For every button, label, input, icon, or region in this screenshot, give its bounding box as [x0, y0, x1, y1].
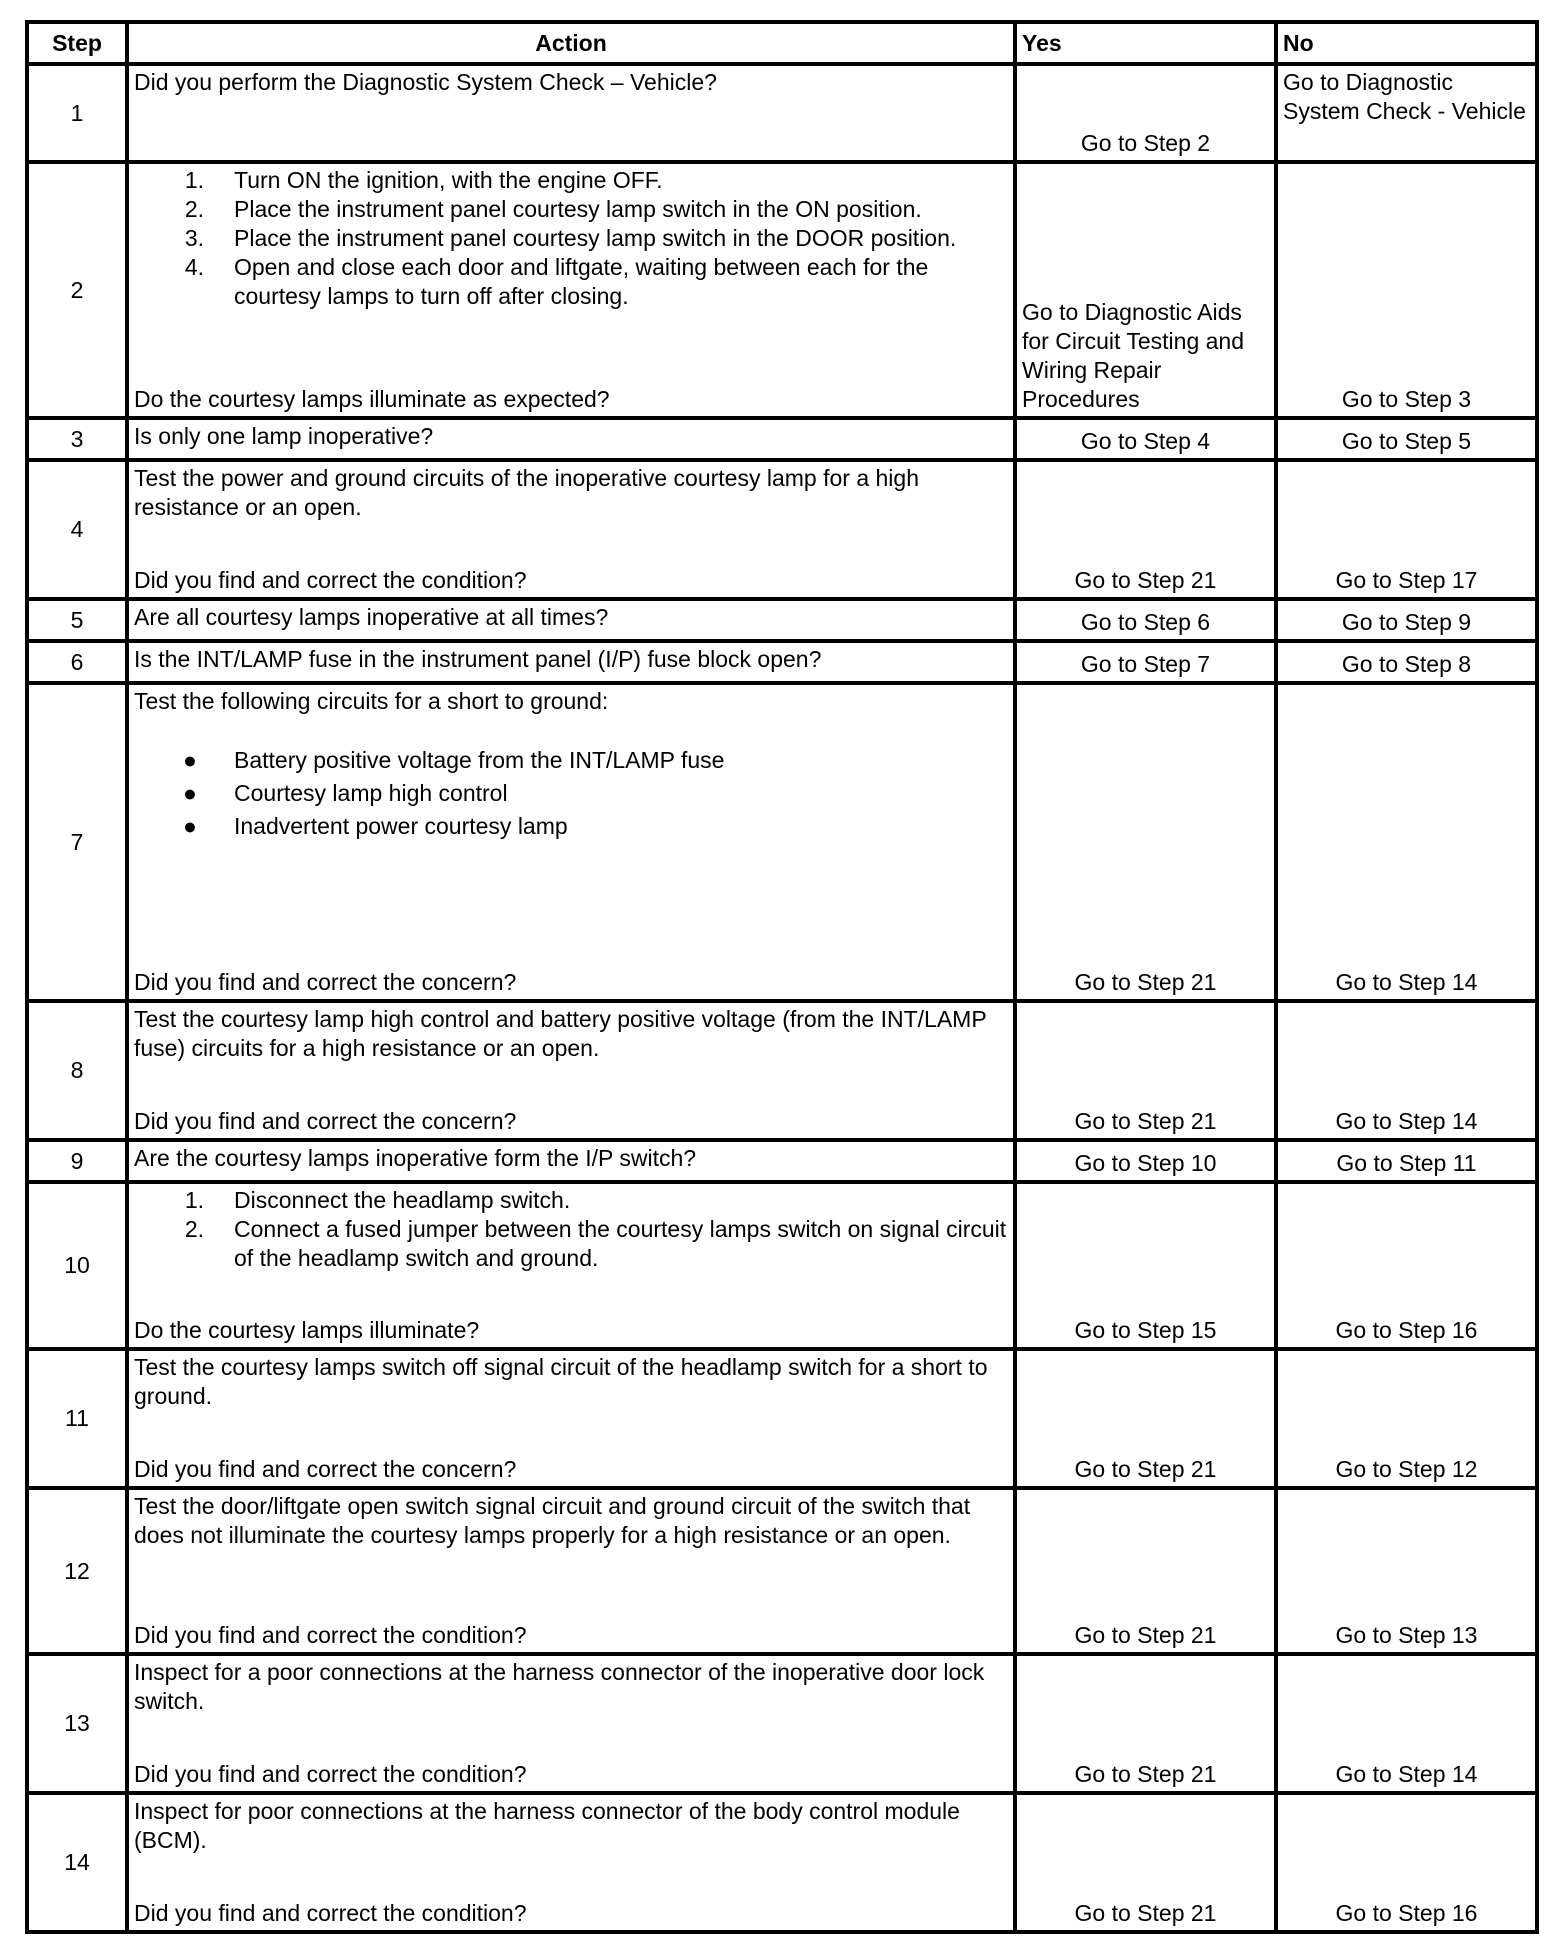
header-no: No — [1276, 22, 1537, 64]
action-cell — [127, 1654, 1015, 1793]
yes-cell: Go to Step 6 — [1015, 599, 1276, 641]
step-number: 13 — [27, 1654, 127, 1793]
action-cell — [127, 64, 1015, 162]
list-item: 1. Disconnect the headlamp switch. — [184, 1187, 571, 1213]
yes-cell: Go to Diagnostic Aids for Circuit Testing and Wiring Repair Procedures — [1015, 162, 1276, 418]
action-intro: Test the courtesy lamps switch off signal circuit of the headlamp switch for a short to ground. — [134, 1354, 988, 1409]
step-number: 14 — [27, 1793, 127, 1932]
list-item: 4. Open and close each door and liftgate, waiting between each for the courtesy lamps to turn off after closing. — [184, 254, 929, 309]
table-row — [27, 599, 1537, 641]
table-row — [27, 641, 1537, 683]
no-cell: Go to Step 5 — [1276, 418, 1537, 460]
action-intro: Inspect for poor connections at the harness connector of the body control module (BCM). — [134, 1798, 960, 1853]
table-row — [27, 1488, 1537, 1654]
yes-cell: Go to Step 21 — [1015, 460, 1276, 599]
no-cell: Go to Step 12 — [1276, 1349, 1537, 1488]
action-question: Do the courtesy lamps illuminate as expected? — [134, 386, 610, 412]
header-action: Action — [127, 22, 1015, 64]
action-list — [134, 166, 1008, 311]
diagnostic-table — [25, 20, 1539, 1934]
no-cell: Go to Step 14 — [1276, 1654, 1537, 1793]
list-item: ● Inadvertent power courtesy lamp — [183, 813, 568, 839]
yes-cell: Go to Step 21 — [1015, 1001, 1276, 1140]
step-number: 6 — [27, 641, 127, 683]
table-row — [27, 1793, 1537, 1932]
action-cell — [127, 1793, 1015, 1932]
yes-cell: Go to Step 21 — [1015, 683, 1276, 1001]
list-item: 2. Place the instrument panel courtesy lamp switch in the ON position. — [184, 196, 922, 222]
step-number: 9 — [27, 1140, 127, 1182]
step-number: 7 — [27, 683, 127, 1001]
header-yes: Yes — [1015, 22, 1276, 64]
action-question: Are the courtesy lamps inoperative form the I/P switch? — [127, 1140, 1015, 1182]
action-question: Did you find and correct the condition? — [134, 567, 527, 593]
step-number: 8 — [27, 1001, 127, 1140]
no-cell: Go to Step 14 — [1276, 683, 1537, 1001]
action-cell — [127, 1349, 1015, 1488]
action-cell — [127, 683, 1015, 1001]
table-row — [27, 1140, 1537, 1182]
yes-cell: Go to Step 2 — [1015, 64, 1276, 162]
step-number: 11 — [27, 1349, 127, 1488]
yes-cell: Go to Step 21 — [1015, 1793, 1276, 1932]
action-intro: Did you perform the Diagnostic System Check – Vehicle? — [134, 69, 717, 95]
action-question: Did you find and correct the condition? — [134, 1761, 527, 1787]
no-cell: Go to Step 11 — [1276, 1140, 1537, 1182]
no-cell: Go to Step 3 — [1276, 162, 1537, 418]
yes-cell: Go to Step 21 — [1015, 1349, 1276, 1488]
no-cell: Go to Step 16 — [1276, 1182, 1537, 1349]
no-cell: Go to Step 8 — [1276, 641, 1537, 683]
yes-cell: Go to Step 4 — [1015, 418, 1276, 460]
header-step: Step — [27, 22, 127, 64]
action-cell — [127, 1182, 1015, 1349]
table-row — [27, 418, 1537, 460]
step-number: 1 — [27, 64, 127, 162]
table-row — [27, 1182, 1537, 1349]
action-intro: Test the following circuits for a short to ground: — [134, 688, 609, 714]
step-number: 10 — [27, 1182, 127, 1349]
list-item: 1. Turn ON the ignition, with the engine OFF. — [184, 167, 663, 193]
header-row — [27, 22, 1537, 64]
yes-cell: Go to Step 21 — [1015, 1654, 1276, 1793]
step-number: 2 — [27, 162, 127, 418]
action-question: Is the INT/LAMP fuse in the instrument panel (I/P) fuse block open? — [127, 641, 1015, 683]
action-question: Did you find and correct the concern? — [134, 1108, 517, 1134]
table-row — [27, 64, 1537, 162]
yes-cell: Go to Step 15 — [1015, 1182, 1276, 1349]
action-question: Did you find and correct the condition? — [134, 1622, 527, 1648]
bullet-list — [134, 744, 1008, 843]
action-question: Did you find and correct the concern? — [134, 969, 517, 995]
list-item: 2. Connect a fused jumper between the courtesy lamps switch on signal circuit of the headlamp switch and ground. — [184, 1216, 1007, 1271]
step-number: 3 — [27, 418, 127, 460]
no-cell: Go to Step 14 — [1276, 1001, 1537, 1140]
table-row — [27, 683, 1537, 1001]
no-cell: Go to Diagnostic System Check - Vehicle — [1276, 64, 1537, 162]
action-cell — [127, 1001, 1015, 1140]
yes-cell: Go to Step 10 — [1015, 1140, 1276, 1182]
table-row — [27, 1349, 1537, 1488]
yes-cell: Go to Step 21 — [1015, 1488, 1276, 1654]
step-number: 12 — [27, 1488, 127, 1654]
action-question: Do the courtesy lamps illuminate? — [134, 1317, 480, 1343]
no-cell: Go to Step 17 — [1276, 460, 1537, 599]
table-row — [27, 1001, 1537, 1140]
step-number: 4 — [27, 460, 127, 599]
action-question: Is only one lamp inoperative? — [127, 418, 1015, 460]
no-cell: Go to Step 9 — [1276, 599, 1537, 641]
step-number: 5 — [27, 599, 127, 641]
action-cell — [127, 460, 1015, 599]
table-row — [27, 1654, 1537, 1793]
action-intro: Inspect for a poor connections at the harness connector of the inoperative door lock switch. — [134, 1659, 985, 1714]
yes-cell: Go to Step 7 — [1015, 641, 1276, 683]
table-row — [27, 162, 1537, 418]
action-question: Did you find and correct the concern? — [134, 1456, 517, 1482]
list-item: 3. Place the instrument panel courtesy lamp switch in the DOOR position. — [184, 225, 957, 251]
action-intro: Test the power and ground circuits of the inoperative courtesy lamp for a high resistance or an open. — [134, 465, 919, 520]
action-intro: Test the door/liftgate open switch signal circuit and ground circuit of the switch that does not illuminate the courtesy lamps properly for a high resistance or an open. — [134, 1493, 971, 1548]
action-question: Are all courtesy lamps inoperative at all times? — [127, 599, 1015, 641]
action-question: Did you find and correct the condition? — [134, 1900, 527, 1926]
action-intro: Test the courtesy lamp high control and battery positive voltage (from the INT/LAMP fuse) circuits for a high resistance or an open. — [134, 1006, 987, 1061]
list-item: ● Battery positive voltage from the INT/LAMP fuse — [183, 747, 725, 773]
table-row — [27, 460, 1537, 599]
action-cell — [127, 1488, 1015, 1654]
action-list — [134, 1186, 1008, 1273]
action-cell — [127, 162, 1015, 418]
no-cell: Go to Step 16 — [1276, 1793, 1537, 1932]
list-item: ● Courtesy lamp high control — [183, 780, 508, 806]
no-cell: Go to Step 13 — [1276, 1488, 1537, 1654]
